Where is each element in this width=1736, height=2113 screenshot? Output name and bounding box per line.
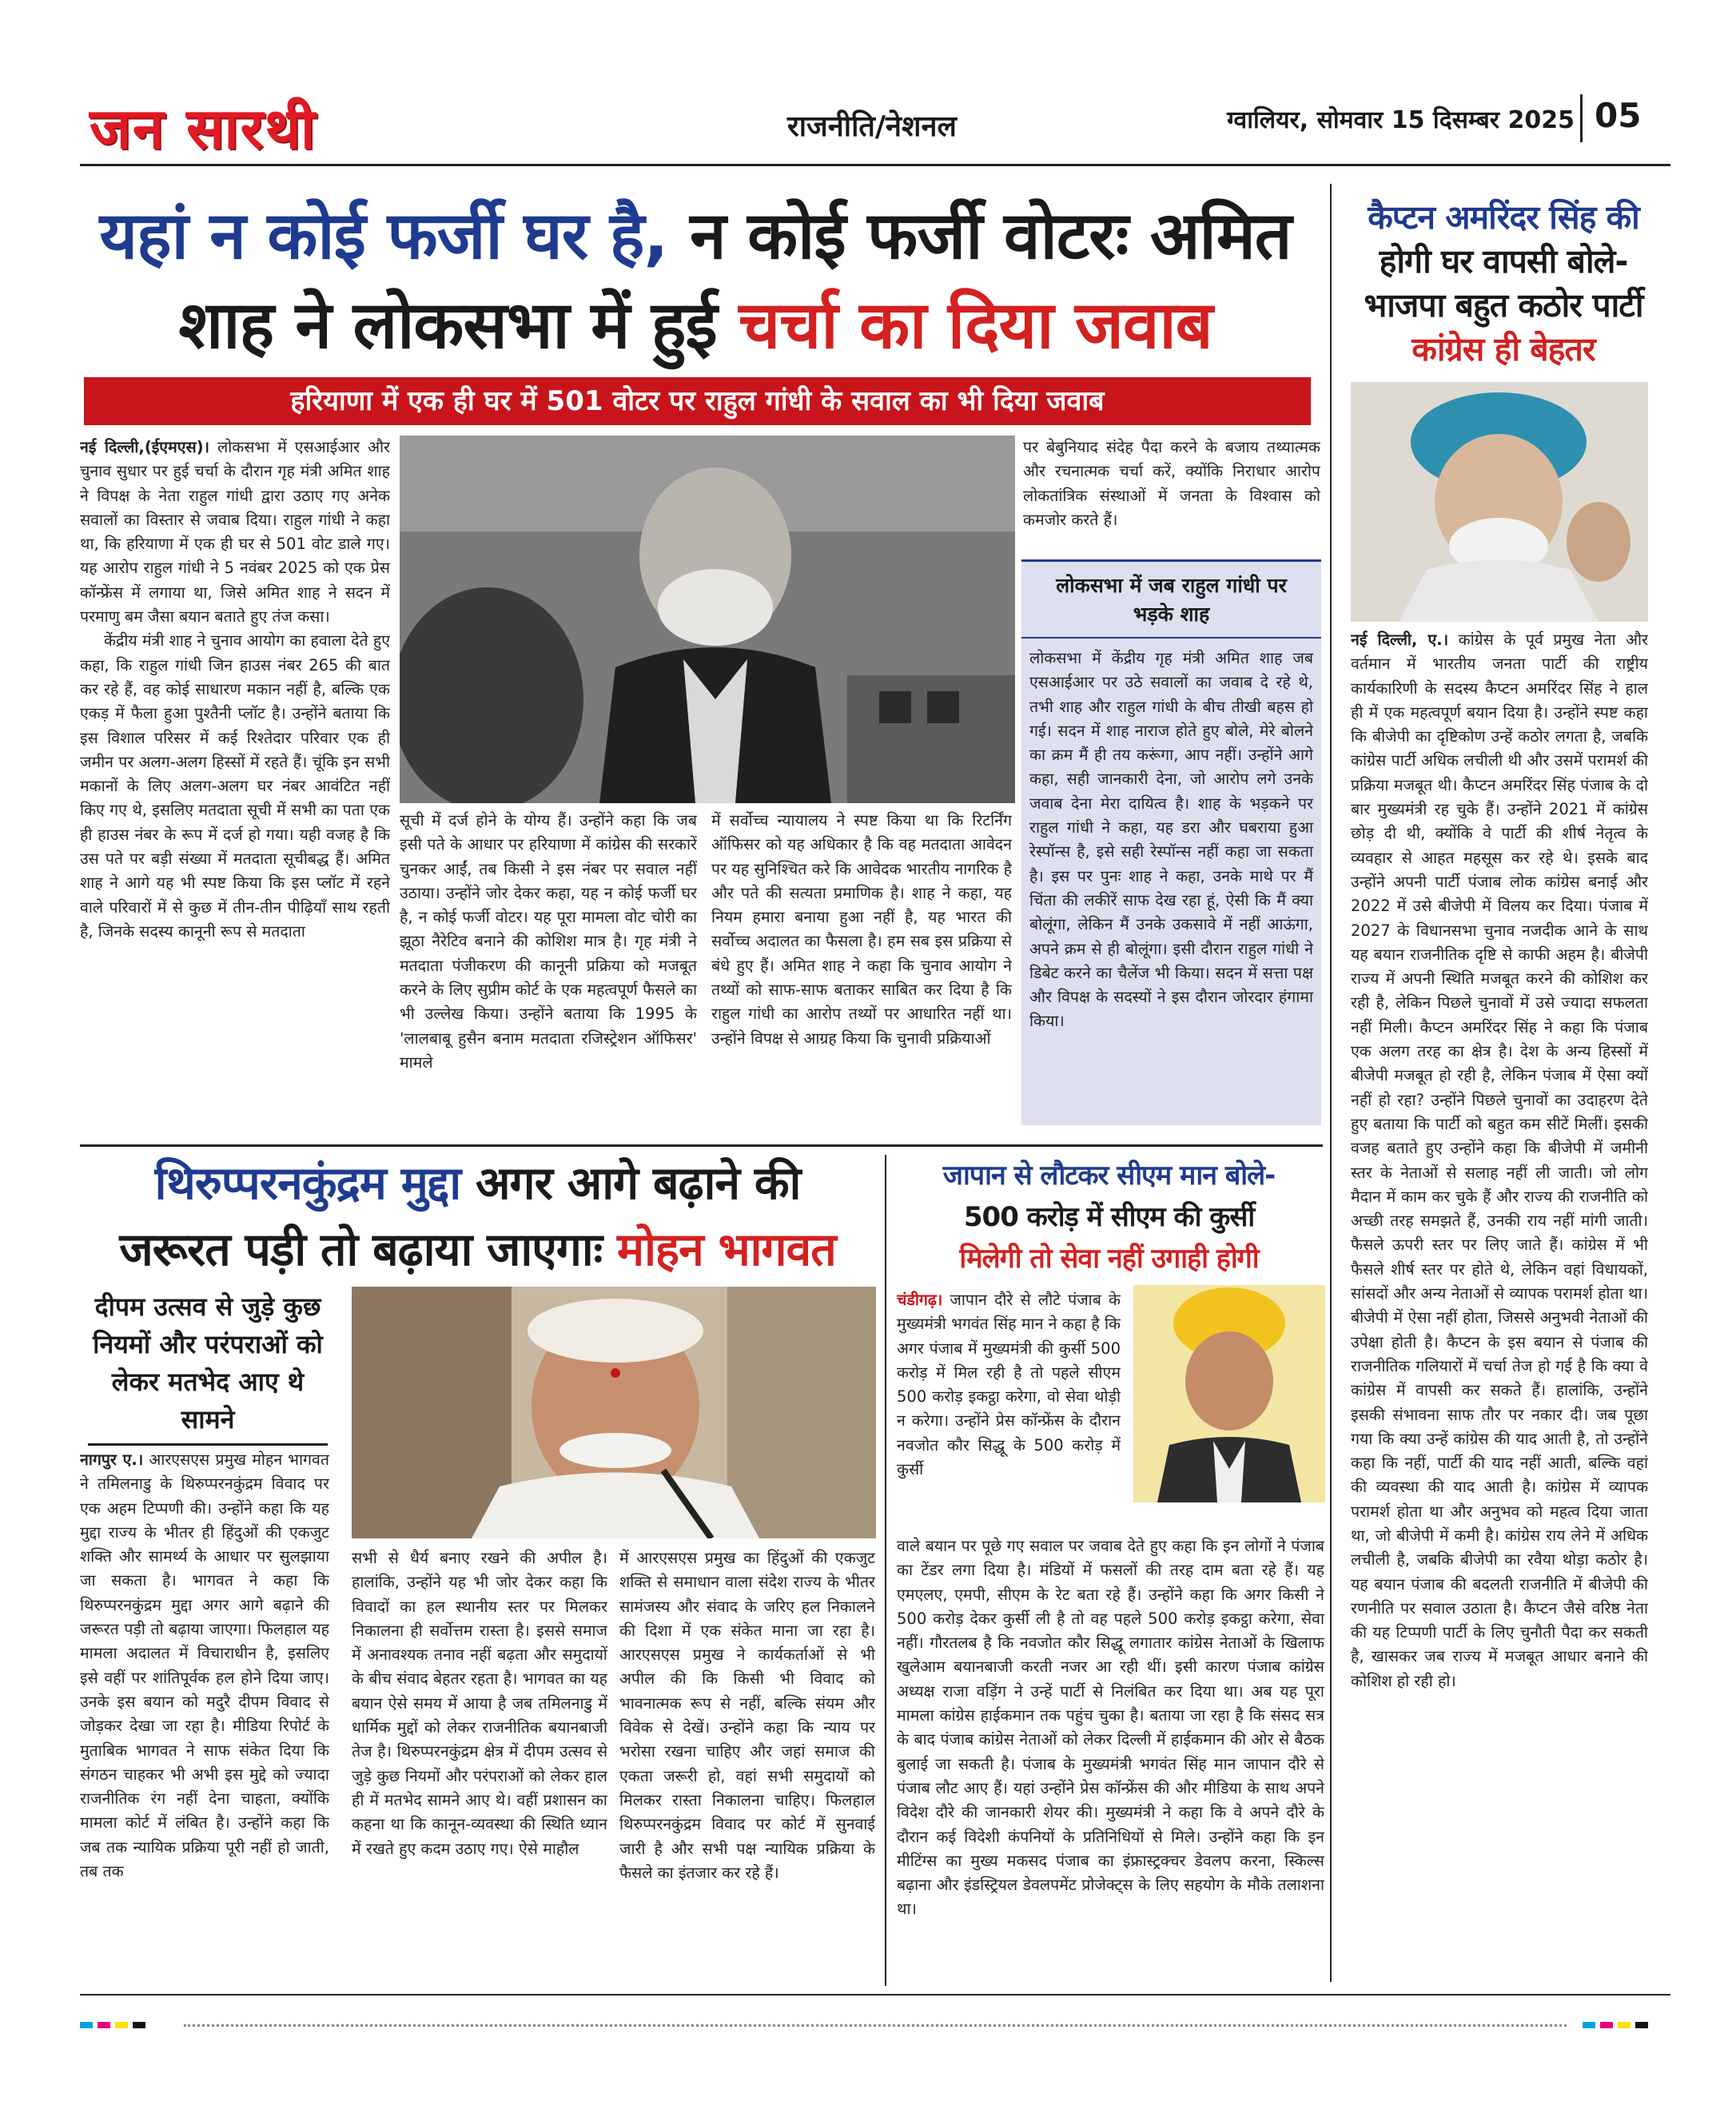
sidebar-box <box>1021 559 1321 1125</box>
bhagwat-headline <box>84 1151 871 1283</box>
mann-headline <box>891 1155 1327 1279</box>
footer-rule <box>80 1994 1670 1996</box>
registration-marks-right <box>1583 2022 1653 2028</box>
main-headline <box>84 192 1307 371</box>
bhagwat-subhead: दीपम उत्सव से जुड़े कुछ नियमों और परंपराओं को लेकर मतभेद आए थे सामने <box>88 1288 328 1446</box>
bhagwat-photo <box>352 1287 876 1538</box>
mann-headline-blue: जापान से लौटकर सीएम मान बोले- <box>942 1160 1276 1192</box>
mann-headline-red: मिलेगी तो सेवा नहीं उगाही होगी <box>959 1243 1259 1275</box>
amarinder-body: कांग्रेस के पूर्व प्रमुख नेता और वर्तमान में भारतीय जनता पार्टी की राष्ट्रीय कार्यकारिणी के सदस्य कैप्टन अमरिंदर सिंह ने हाल ही में एक महत्वपूर्ण बयान दिया है। उन्होंने स्पष्ट कहा कि बीजेपी का दृष्टिकोण उन्हें कठोर लगता है, जबकि कांग्रेस पार्टी अधिक लचीली थी और उसमें परामर्श की प्रक्रिया मजबूत थी। कैप्टन अमरिंदर सिंह पंजाब के दो बार मुख्यमंत्री रह चुके हैं। उन्होंने 2021 में कांग्रेस छोड़ दी थी, क्योंकि वे पार्टी की शीर्ष नेतृत्व के व्यवहार से आहत महसूस कर रहे थे। इसके बाद उन्होंने अपनी पार्टी पंजाब लोक कांग्रेस बनाई और 2022 में उसे बीजेपी में विलय कर दिया। पंजाब में 2027 के विधानसभा चुनाव नजदीक आने के साथ यह बयान राजनीतिक दृष्टि से काफी अहम है। बीजेपी राज्य में अपनी स्थिति मजबूत करने की कोशिश कर रही है, लेकिन पिछले चुनावों में उसे ज्यादा सफलता नहीं मिली। कैप्टन अमरिंदर सिंह ने कहा कि पंजाब एक अलग तरह का क्षेत्र है। देश के अन्य हिस्सों में बीजेपी मजबूत हो रही है, लेकिन पंजाब में ऐसा क्यों नहीं हो रहा? उन्होंने पिछले चुनावों का उदाहरण देते हुए बताया कि पार्टी को बहुत कम सीटें मिलीं। इसकी वजह बताते हुए उन्होंने कहा कि बीजेपी में जमीनी स्तर के नेताओं से सलाह नहीं ली जाती। जो लोग मैदान में काम कर चुके हैं और राज्य की राजनीति को अच्छी तरह समझते हैं, उनकी राय नहीं मांगी जाती। फैसले ऊपरी स्तर पर लिए जाते हैं। कांग्रेस में भी फैसले शीर्ष स्तर पर होते थे, लेकिन वहां विधायकों, सांसदों और अन्य नेताओं से व्यापक परामर्श होता था। बीजेपी में ऐसा नहीं होता, जिससे अनुभवी नेताओं की उपेक्षा होती है। कैप्टन के इस बयान से पंजाब की राजनीतिक गलियारों में चर्चा तेज हो गई है कि क्या वे कांग्रेस में वापसी कर सकते हैं। हालांकि, उन्होंने इसकी संभावना साफ तौर पर नकार दी। जब पूछा गया कि क्या उन्हें कांग्रेस की याद आती है, तो उन्होंने कहा कि नहीं, पार्टी की याद नहीं आती, बल्कि वहां की व्यवस्था की याद आती है। कांग्रेस में व्यापक परामर्श होता था और अनुभव को महत्व दिया जाता था, जो बीजेपी में कमी है। कांग्रेस राय लेने में अधिक लचीली है, जबकि बीजेपी का रवैया थोड़ा कठोर है। यह बयान पंजाब की बदलती राजनीति में बीजेपी की रणनीति पर सवाल उठाता है। कैप्टन जैसे वरिष्ठ नेता की यह टिप्पणी पार्टी के लिए चुनौती पैदा कर सकती है, खासकर जब राज्य में मजबूत आधार बनाने की कोशिश हो रही हो। <box>1351 631 1648 1690</box>
mann-divider <box>885 1155 886 1986</box>
main-dateline: नई दिल्ली,(ईएमएस)। <box>80 438 210 456</box>
amarinder-dateline: नई दिल्ली, ए.। <box>1351 631 1449 649</box>
main-col1-p1: लोकसभा में एसआईआर और चुनाव सुधार पर हुई चर्चा के दौरान गृह मंत्री अमित शाह ने विपक्ष के नेता राहुल गांधी द्वारा उठाए गए अनेक सवालों का विस्तार से जवाब दिया। राहुल गांधी ने कहा था, कि हरियाणा में एक ही घर से 501 वोट डाले गए। यह आरोप राहुल गांधी ने 5 नवंबर 2025 को एक प्रेस कॉन्फ्रेंस में लगाया था, जिसे अमित शाह ने सदन में परमाणु बम जैसा बयान बताते हुए तंज कसा। <box>80 438 390 627</box>
bhagwat-headline-red: मोहन भागवत <box>616 1224 836 1276</box>
masthead-dateline: ग्वालियर, सोमवार 15 दिसम्बर 2025 <box>1227 106 1575 134</box>
page-number: 05 <box>1595 96 1642 135</box>
main-column-2: सूची में दर्ज होने के योग्य हैं। उन्होंने कहा कि जब इसी पते के आधार पर हरियाणा में कांग्रेस की सरकारें चुनकर आईं, तब किसी ने इस नंबर पर सवाल नहीं उठाया। उन्होंने जोर देकर कहा, यह न कोई फर्जी घर है, न कोई फर्जी वोटर। यह पूरा मामला वोट चोरी का झूठा नैरेटिव बनाने की कोशिश मात्र है। गृह मंत्री ने मतदाता पंजीकरण की कानूनी प्रक्रिया को मजबूत करने के लिए सुप्रीम कोर्ट के एक महत्वपूर्ण फैसले का भी उल्लेख किया। उन्होंने बताया कि 1995 के 'लालबाबू हुसैन बनाम मतदाता रजिस्ट्रेशन ऑफिसर' मामले <box>400 811 697 1072</box>
main-headline-black-2: शाह ने लोकसभा में हुई <box>178 288 739 364</box>
amarinder-photo <box>1351 382 1648 622</box>
bhagwat-headline-blue: थिरुप्परनकुंद्रम मुद्दा <box>154 1157 461 1210</box>
masthead-section: राजनीति/नेशनल <box>787 110 957 143</box>
main-column-1 <box>80 436 390 1139</box>
sidebar-box-title: लोकसभा में जब राहुल गांधी पर भड़के शाह <box>1021 562 1321 639</box>
masthead-brand: जन सारथी <box>90 96 317 161</box>
bhagwat-dateline: नागपुर ए.। <box>80 1450 144 1469</box>
main-column-3-top: पर बेबुनियाद संदेह पैदा करने के बजाय तथ्यात्मक और रचनात्मक चर्चा करें, क्योंकि निराधार आरोप लोकतांत्रिक संस्थाओं में जनता के विश्वास को कमजोर करते हैं। <box>1023 438 1320 529</box>
mann-col-narrow-body: जापान दौरे से लौटे पंजाब के मुख्यमंत्री भगवंत सिंह मान ने कहा है कि अगर पंजाब में मुख्यमंत्री की कुर्सी 500 करोड़ में मिल रही है तो पहले सीएम 500 करोड़ इकट्ठा करेगा, वो सेवा थोड़ी न करेगा। उन्होंने प्रेस कॉन्फ्रेंस के दौरान नवजोत कौर सिद्धू के 500 करोड़ में कुर्सी <box>897 1291 1121 1479</box>
sidebar-box-text: लोकसभा में केंद्रीय गृह मंत्री अमित शाह जब एसआईआर पर उठे सवालों का जवाब दे रहे थे, तभी शाह और राहुल गांधी के बीच तीखी बहस हो गई। सदन में शाह नाराज होते हुए बोले, मेरे बोलने का क्रम मैं ही तय करूंगा, आप नहीं। उन्होंने आगे कहा, सही जानकारी देना, जो आरोप लगे उनके जवाब देना मेरा दायित्व है। शाह के भड़कने पर राहुल गांधी ने कहा, यह डरा और घबराया हुआ रेस्पॉन्स है, इसे सही रेस्पॉन्स नहीं कहा जा सकता है। इस पर पुनः शाह ने कहा, उनके माथे पर मैं चिंता की लकीरें साफ देख रहा हूं, ऐसी कि मैं क्या बोलूंगा, लेकिन मैं उनके उकसावे में नहीं आऊंगा, अपने क्रम से ही बोलूंगा। इसी दौरान राहुल गांधी ने डिबेट करने का चैलेंज भी किया। सदन में सत्ता पक्ष और विपक्ष के सदस्यों ने इस दौरान जोरदार हंगामा किया। <box>1029 649 1313 1031</box>
main-headline-black-1: न कोई फर्जी वोटरः अमित <box>667 198 1292 274</box>
main-column-3-bottom: में सर्वोच्च न्यायालय ने स्पष्ट किया था कि रिटर्निंग ऑफिसर को यह अधिकार है कि वह मतदाता आवेदन पर यह सुनिश्चित करे कि आवेदक भारतीय नागरिक है और पते की सत्यता प्रमाणिक है। शाह ने कहा, यह नियम हमारा बनाया हुआ नहीं है, यह भारत की सर्वोच्च अदालत का फैसला है। हम सब इस प्रक्रिया से बंधे हुए हैं। अमित शाह ने कहा कि चुनाव आयोग ने तथ्यों को साफ-साफ बताकर साबित कर दिया है कि राहुल गांधी का आरोप तथ्यों पर आधारित नहीं था। उन्होंने विपक्ष से आग्रह किया कि चुनावी प्रक्रियाओं <box>711 811 1012 1048</box>
amarinder-headline-red: कांग्रेस ही बेहतर <box>1411 330 1595 368</box>
main-headline-blue: यहां न कोई फर्जी घर है, <box>99 198 668 274</box>
mann-column-wide: वाले बयान पर पूछे गए सवाल पर जवाब देते हुए कहा कि इन लोगों ने पंजाब का टेंडर लगा दिया है। मंडियों में फसलों की तरह दाम बता रहे हैं। यह एमएलए, एमपी, सीएम के रेट बता रहे हैं। उन्होंने कहा कि अगर किसी ने 500 करोड़ देकर कुर्सी ली है तो वह पहले 500 करोड़ इकट्ठा करेगा, सेवा नहीं। गौरतलब है कि नवजोत कौर सिद्धू लगातार कांग्रेस नेताओं के खिलाफ खुलेआम बयानबाजी करती नजर आ रही थीं। इसी कारण पंजाब कांग्रेस अध्यक्ष राजा वड़िंग ने उन्हें पार्टी से निलंबित कर दिया था। अब यह पूरा मामला कांग्रेस हाईकमान तक पहुंच चुका है। बताया जा रहा है कि संसद सत्र के बाद पंजाब कांग्रेस नेताओं को लेकर दिल्ली में हाईकमान की ओर से बैठक बुलाई जा सकती है। पंजाब के मुख्यमंत्री भगवंत सिंह मान जापान दौरे से पंजाब लौट आए हैं। यहां उन्होंने प्रेस कॉन्फ्रेंस की और मीडिया के साथ अपने विदेश दौरे की जानकारी शेयर की। मुख्यमंत्री ने कहा कि वे अपने दौरे के दौरान कई विदेशी कंपनियों के प्रतिनिधियों से मिले। उन्होंने कहा कि इन मीटिंग्स का मुख्य मकसद पंजाब का इंफ्रास्ट्रक्चर डेवलप करना, स्किल्स बढ़ाना और इंडस्ट्रियल डेवलपमेंट प्रोजेक्ट्स के लिए सहयोग के मौके तलाशना था। <box>897 1537 1324 1919</box>
amarinder-headline-blue: कैप्टन अमरिंदर सिंह की <box>1368 198 1639 237</box>
mann-column-narrow <box>897 1288 1121 1532</box>
registration-marks-left <box>80 2022 150 2028</box>
bhagwat-column-2: सभी से धैर्य बनाए रखने की अपील है। हालांकि, उन्होंने यह भी जोर देकर कहा कि विवादों का हल स्थानीय स्तर पर मिलकर निकालना ही सर्वोत्तम रास्ता है। इससे समाज में अनावश्यक तनाव नहीं बढ़ता और समुदायों के बीच संवाद बेहतर रहता है। भागवत का यह बयान ऐसे समय में आया है जब तमिलनाडु में धार्मिक मुद्दों को लेकर राजनीतिक बयानबाजी तेज है। थिरुप्परनकुंद्रम क्षेत्र में दीपम उत्सव से जुड़े कुछ नियमों और परंपराओं को लेकर हाल ही में मतभेद सामने आए थे। वहीं प्रशासन का कहना था कि कानून-व्यवस्था की स्थिति ध्यान में रखते हुए कदम उठाए गए। ऐसे माहौल <box>352 1549 607 1858</box>
bhagwat-headline-black-2: जरूरत पड़ी तो बढ़ाया जाएगाः <box>119 1224 617 1276</box>
main-col1-p2: केंद्रीय मंत्री शाह ने चुनाव आयोग का हवाला देते हुए कहा, कि राहुल गांधी जिन हाउस नंबर 265 की बात कर रहे हैं, वह कोई साधारण मकान नहीं है, बल्कि एक एकड़ में फैला हुआ पुश्तैनी प्लॉट है। उन्होंने बताया कि इस विशाल परिसर में कई रिश्तेदार परिवार एक ही जमीन पर अलग-अलग हिस्सों में रहते हैं। चूंकि इन सभी मकानों के लिए अलग-अलग घर नंबर आवंटित नहीं किए गए थे, इसलिए मतदाता सूची में सभी का पता एक ही हाउस नंबर के रूप में दर्ज हो गया। यही वजह है कि उस पते पर बड़ी संख्या में मतदाता सूचीबद्ध हैं। अमित शाह ने आगे यह भी स्पष्ट किया कि इस प्लॉट में रहने वाले परिवारों में से कुछ में तीन-तीन पीढ़ियाँ साथ रहती है, जिनके सदस्य कानूनी रूप से मतदाता <box>80 631 390 941</box>
masthead-rule <box>80 164 1670 166</box>
masthead-separator <box>1580 94 1583 142</box>
mann-dateline: चंडीगढ़। <box>897 1291 943 1309</box>
section-divider <box>80 1144 1323 1147</box>
column-divider <box>1330 184 1332 1982</box>
bhagwat-col1-body: आरएसएस प्रमुख मोहन भागवत ने तमिलनाडु के थिरुप्परनकुंद्रम विवाद पर एक अहम टिप्पणी की। उन्होंने कहा कि यह मुद्दा राज्य के भीतर ही हिंदुओं की एकजुट शक्ति और सामर्थ्य के आधार पर सुलझाया जा सकता है। भागवत ने कहा कि थिरुप्परनकुंद्रम मुद्दा अगर आगे बढ़ाने की जरूरत पड़ी तो बढ़ाया जाएगा। फिलहाल यह मामला अदालत में विचाराधीन है, इसलिए इसे वहीं पर शांतिपूर्वक हल होने दिया जाए। उनके इस बयान को मदुरै दीपम विवाद से जोड़कर देखा जा रहा है। मीडिया रिपोर्ट के मुताबिक भागवत ने साफ संकेत दिया कि संगठन चाहकर भी अभी इस मुद्दे को ज्यादा राजनीतिक रंग नहीं देना चाहता, क्योंकि मामला कोर्ट में लंबित है। उन्होंने कहा कि जब तक न्यायिक प्रक्रिया पूरी नहीं हो जाती, तब तक <box>80 1450 329 1881</box>
footer-dotted-line <box>184 2024 1567 2027</box>
mann-headline-black: 500 करोड़ में सीएम की कुर्सी <box>963 1201 1255 1233</box>
bhagwat-headline-black-1: अगर आगे बढ़ाने की <box>460 1157 801 1210</box>
amarinder-text <box>1351 628 1648 1988</box>
bhagwat-column-1 <box>80 1448 329 1985</box>
bhagwat-column-3: में आरएसएस प्रमुख का हिंदुओं की एकजुट शक्ति से समाधान वाला संदेश राज्य के भीतर सामंजस्य और संवाद के जरिए हल निकालने की दिशा में एक संकेत माना जा रहा है। आरएसएस प्रमुख ने कार्यकर्ताओं से भी अपील की कि किसी भी विवाद को भावनात्मक रूप से नहीं, बल्कि संयम और विवेक से देखें। उन्होंने कहा कि न्याय पर भरोसा रखना चाहिए और जहां समाज की एकता जरूरी हो, वहां सभी समुदायों को मिलकर रास्ता निकालना चाहिए। फिलहाल थिरुप्परनकुंद्रम विवाद पर कोर्ट में सुनवाई जारी है और सभी पक्ष न्यायिक प्रक्रिया के फैसले का इंतजार कर रहे हैं। <box>619 1549 875 1882</box>
amit-shah-photo <box>400 436 1015 803</box>
main-banner: हरियाणा में एक ही घर में 501 वोटर पर राहुल गांधी के सवाल का भी दिया जवाब <box>84 377 1311 425</box>
amarinder-headline <box>1340 196 1667 372</box>
mann-photo <box>1133 1285 1325 1502</box>
main-headline-red: चर्चा का दिया जवाब <box>739 288 1212 364</box>
amarinder-headline-black: होगी घर वापसी बोले- भाजपा बहुत कठोर पार्टी <box>1364 242 1643 324</box>
